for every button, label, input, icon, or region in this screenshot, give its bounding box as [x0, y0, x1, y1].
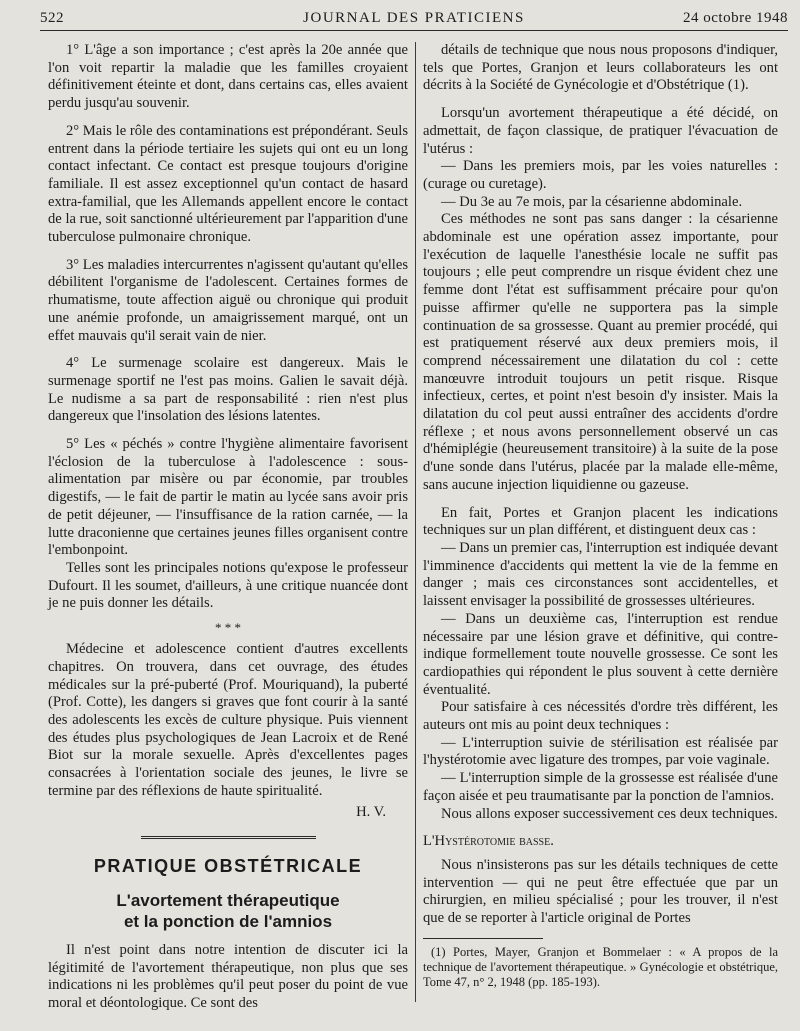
paragraph-techniques: Pour satisfaire à ces nécessités d'ordre très différent, les auteurs ont mis au point deux techniques :: [423, 699, 778, 734]
paragraph-methodes: Ces méthodes ne sont pas sans danger : la césarienne abdominale est une opération assez importante, pour l'exécution de laquelle l'anesthésie locale ne suffit pas toujours ; elle peut comprendre un risque évident chez une femme dont l'état est suffisamment précaire pour qu'on puisse affirmer qu'elle ne supportera pas la simple continuation de sa grossesse. Quant au premier procédé, qui est pratiquement réservé aux deux premiers mois, il comprend nécessairement une dilatation du col : cette manœuvre introduit toujours un petit risque. Risque infectieux, certes, et point n'est besoin d'y insister. Mais la dilatation du col peut aussi entraîner des accidents d'ordre réflexe ; et nous avons personnellement observé un cas d'hémiplégie (heureusement transitoire) à la suite de la pose d'une sonde dans l'utérus, placée par la malade elle-même, sans aucune injection liquidienne ou gazeuse.: [423, 211, 778, 493]
right-column: [423, 42, 778, 990]
paragraph-contaminations: 2° Mais le rôle des contaminations est prépondérant. Seuls entrent dans la période tertiaire les sujets qui ont eu un long contact infectant. Ce contact est presque toujours d'origine familiale. Il est assez exceptionnel qu'un contact de hasard extra-familial, que les Allemands appellent encore le contact de la rue, soit sanctionné ultérieurement par l'apparition d'une tuberculose pulmonaire chronique.: [48, 122, 408, 246]
paragraph-en-fait: En fait, Portes et Granjon placent les indications techniques sur un plan différent, et distinguent deux cas :: [423, 504, 778, 539]
subheading-hysterotomie: L'Hystérotomie basse.: [423, 833, 554, 850]
journal-title: JOURNAL DES PRATICIENS: [303, 10, 525, 26]
paragraph-premiers-mois: — Dans les premiers mois, par les voies naturelles : (curage ou curetage).: [423, 158, 778, 192]
paragraph-maladies: 3° Les maladies intercurrentes n'agissent qu'autant qu'elles débilitent l'organisme de l'adolescent. Certaines formes de rhumatisme, toute affection aiguë ou chronique qui produit une anémie profonde, un amaigrissement marqué, ont un effet mauvais qu'il serait vain de nier.: [48, 256, 408, 344]
paragraph-sterilisation: — L'interruption suivie de stérilisation est réalisée par l'hystérotomie avec ligature des trompes, par voie vaginale.: [423, 734, 778, 769]
column-divider: [415, 42, 416, 1002]
paragraph-medecine: Médecine et adolescence contient d'autres excellents chapitres. On trouvera, dans cet ouvrage, des études médicales sur la pré-puberté (Prof. Mouriquand), la puberté (Prof. Cotte), les dangers si graves que font courir à la santé des adolescents les excès de culture physique. Puis viennent des études plus psychologiques de Jean Lacroix et de René Biot sur la morale sexuelle. Après d'excellentes pages consacrées à l'orientation sociale des jeunes, le livre se termine par des réflexions de haute spiritualité.: [48, 641, 408, 799]
paragraph-insisterons: Nous n'insisterons pas sur les détails techniques de cette intervention — qui ne peut être effectuée que par un chirurgien, en milieu spécialisé ; pour les trouver, il n'est que de se reporter à l'article original de Portes: [423, 856, 778, 927]
article-title: [48, 890, 408, 932]
footnote: (1) Portes, Mayer, Granjon et Bommelaer : « A propos de la technique de l'avortement thérapeutique. » Gynécologie et obstétrique, Tome 47, n° 2, 1948 (pp. 185-193).: [423, 944, 778, 989]
page-number: 522: [40, 10, 64, 26]
paragraph-deuxieme-cas: — Dans un deuxième cas, l'interruption est rendue nécessaire par une lésion grave et définitive, qui contre-indique formellement toute nouvelle grossesse. Ce sont les cardiopathies qui répondent le plus souvent à cette dernière éventualité.: [423, 610, 778, 698]
issue-date: 24 octobre 1948: [683, 10, 788, 26]
article-title-line-2: et la ponction de l'amnios: [123, 911, 333, 931]
paragraph-hygiene: 5° Les « péchés » contre l'hygiène alimentaire favorisent l'éclosion de la tuberculose à l'adolescence : sous-alimentation par misère ou par économie, par troubles digestifs, — le fait de partir le matin au lycée sans avoir pris de petit déjeuner, — l'insuffisance de la ration carnée, — la lutte draconienne que certaines jeunes filles organisent contre l'embonpoint.: [48, 436, 408, 559]
paragraph-age: 1° L'âge a son importance ; c'est après la 20e année que l'on voit repartir la maladie que les familles croyaient définitivement éteinte et dont, dans certains cas, elles avaient perdu jusqu'au souvenir.: [48, 42, 408, 112]
section-stars: * * *: [215, 620, 241, 636]
paragraph-details: détails de technique que nous nous proposons d'indiquer, tels que Portes, Granjon et leurs collaborateurs les ont décrits à la Société de Gynécologie et d'Obstétrique (1).: [423, 42, 778, 94]
paragraph-dufourt: Telles sont les principales notions qu'expose le professeur Dufourt. Il les soumet, d'ailleurs, à une critique nuancée dont je ne puis donner les détails.: [48, 559, 408, 612]
paragraph-cesarienne: — Du 3e au 7e mois, par la césarienne abdominale.: [441, 193, 743, 210]
left-column: [48, 42, 408, 1013]
footnote-rule: [423, 938, 543, 939]
page-header: [40, 8, 788, 31]
paragraph-evacuation: Lorsqu'un avortement thérapeutique a été décidé, on admettait, de façon classique, de pratiquer l'évacuation de l'utérus :: [423, 105, 778, 157]
paragraph-premier-cas: — Dans un premier cas, l'interruption est indiquée devant l'imminence d'accidents qui mettent la vie de la femme en danger ; mais ces circonstances sont accidentelles, et laissent envisager la possibilité de grossesses ultérieures.: [423, 539, 778, 610]
paragraph-exposer: Nous allons exposer successivement ces deux techniques.: [441, 805, 778, 822]
paragraph-surmenage: 4° Le surmenage scolaire est dangereux. Mais le surmenage sportif ne l'est pas moins. Galien le savait déjà. Le nudisme a sa part de responsabilité : rien n'est plus dangereux que l'insolation des lésions latentes.: [48, 355, 408, 425]
author-signature: H. V.: [356, 804, 386, 821]
paragraph-intro: Il n'est point dans notre intention de discuter ici la légitimité de l'avortement thérapeutique, non plus que ses indications ni les problèmes qu'il peut poser du point de vue moral et déontologique. Ce sont des: [48, 941, 408, 1011]
article-title-line-1: L'avortement thérapeutique: [116, 890, 340, 910]
section-title: PRATIQUE OBSTÉTRICALE: [93, 856, 363, 877]
double-rule-separator: [141, 836, 316, 842]
paragraph-ponction: — L'interruption simple de la grossesse est réalisée d'une façon aisée et peu traumatisante par la ponction de l'amnios.: [423, 770, 778, 804]
